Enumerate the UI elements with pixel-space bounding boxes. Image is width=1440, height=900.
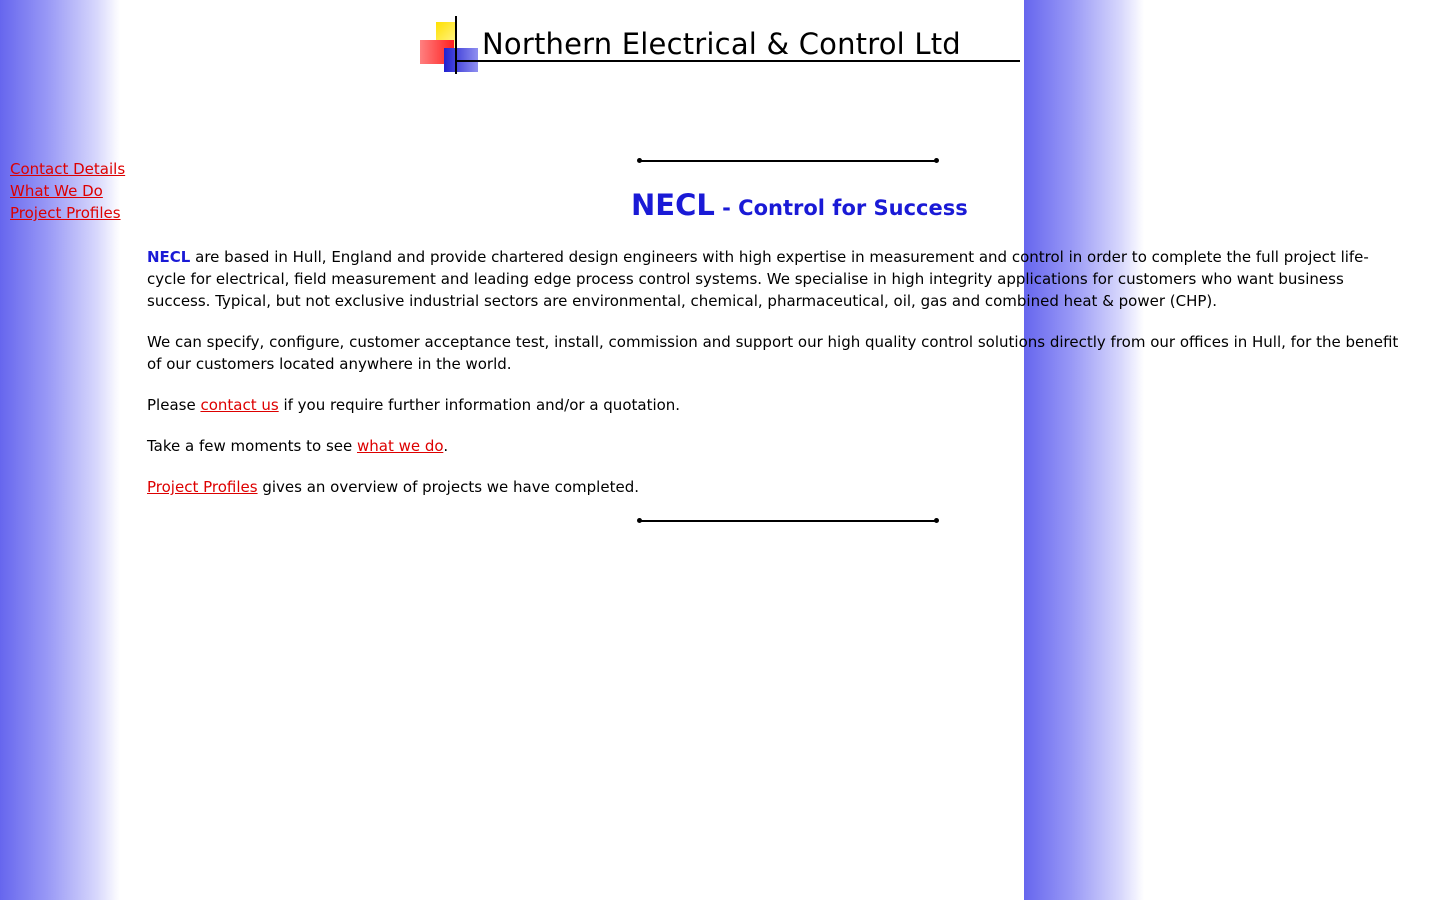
page-heading: [631, 188, 968, 222]
what-we-do-after-text: .: [443, 437, 449, 455]
divider-bottom: [639, 520, 937, 522]
intro-brand: NECL: [147, 248, 191, 266]
services-text: We can specify, configure, customer acceptance test, install, commission and support our high quality control solutions directly from our offices in Hull, for the benefit of our customers located anywhere in the world.: [147, 333, 1399, 373]
nav-link-what-we-do[interactable]: What We Do: [10, 182, 103, 200]
what-we-do-before-text: Take a few moments to see: [147, 437, 357, 455]
nav-link-project-profiles[interactable]: Project Profiles: [10, 204, 121, 222]
divider-top: [639, 160, 937, 162]
heading-brand: NECL: [631, 188, 715, 222]
profiles-after-text: gives an overview of projects we have completed.: [257, 478, 639, 496]
what-we-do-link[interactable]: what we do: [357, 437, 444, 455]
company-logo: [420, 16, 1020, 76]
what-we-do-paragraph: [147, 435, 1407, 457]
contact-paragraph: [147, 394, 1407, 416]
services-paragraph: [147, 331, 1407, 375]
intro-text: are based in Hull, England and provide chartered design engineers with high expertise in measurement and control in order to complete the full project life-cycle for electrical, field measurement and leading edge process control systems. We specialise in high integrity applications for customers who want business success. Typical, but not exclusive industrial sectors are environmental, chemical, pharmaceutical, oil, gas and combined heat & power (CHP).: [147, 248, 1369, 310]
main-content: [147, 246, 1407, 517]
project-profiles-link[interactable]: Project Profiles: [147, 478, 258, 496]
sidebar-nav: [10, 158, 125, 224]
logo-vertical-line: [455, 16, 457, 74]
contact-before-text: Please: [147, 396, 201, 414]
contact-us-link[interactable]: contact us: [200, 396, 279, 414]
contact-after-text: if you require further information and/or a quotation.: [278, 396, 681, 414]
profiles-paragraph: [147, 476, 1407, 498]
heading-tagline: - Control for Success: [714, 196, 968, 220]
left-gradient-band: [0, 0, 120, 900]
nav-link-contact-details[interactable]: Contact Details: [10, 160, 126, 178]
intro-paragraph: [147, 246, 1407, 312]
logo-text: Northern Electrical & Control Ltd: [482, 27, 961, 61]
